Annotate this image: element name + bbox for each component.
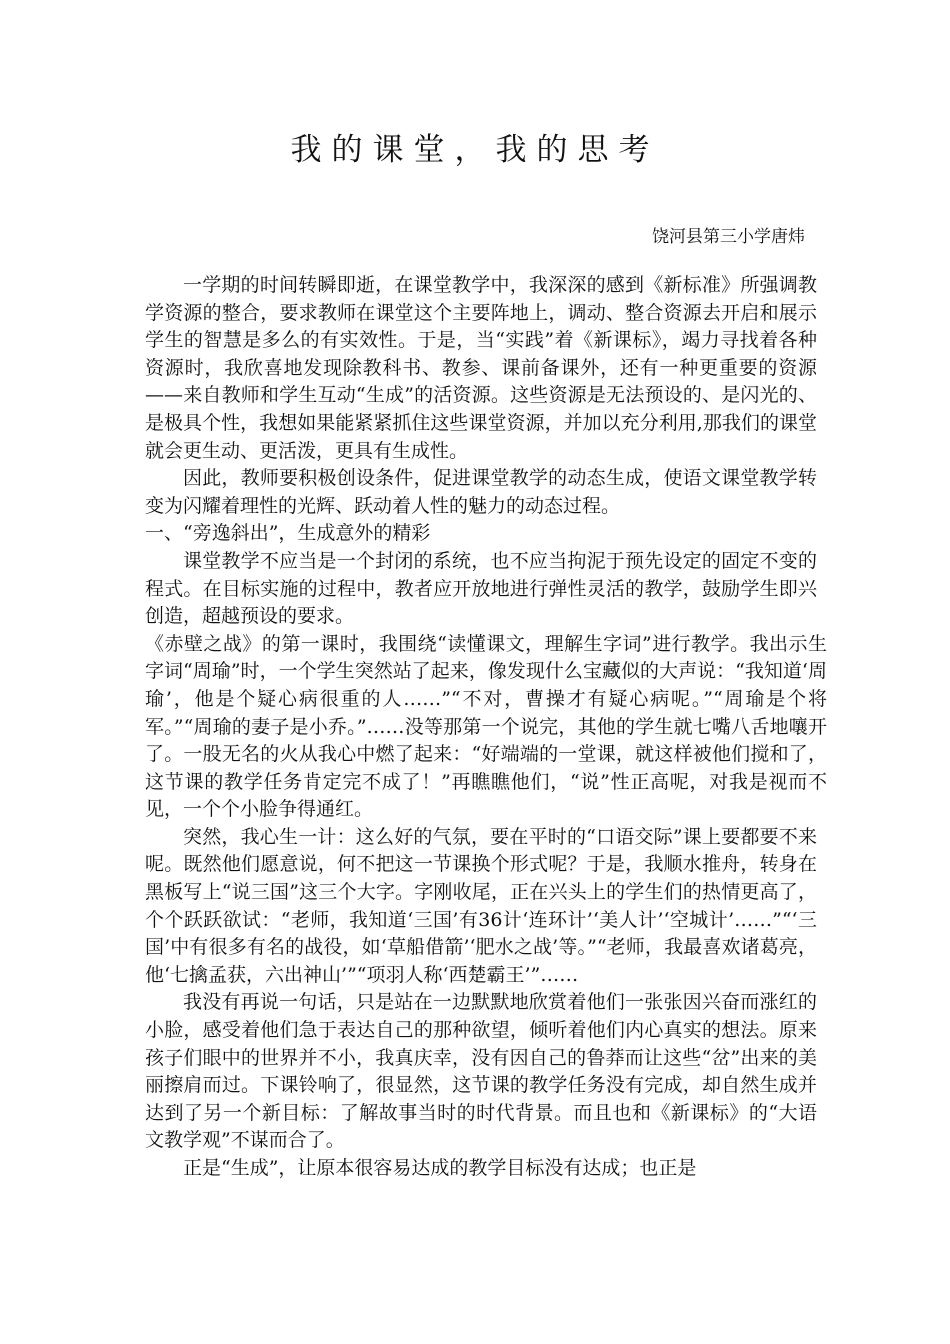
paragraph: 课堂教学不应当是一个封闭的系统，也不应当拘泥于预先设定的固定不变的程式。在目标实施的过程中，教者应开放地进行弹性灵活的教学，鼓励学生即兴创造，超越预设的要求。: [145, 549, 817, 628]
paragraph: 突然，我心生一计：这么好的气氛，要在平时的“口语交际”课上要都要不来呢。既然他们愿意说，何不把这一节课换个形式呢？于是，我顺水推舟，转身在黑板写上“说三国”这三个大字。字刚收尾，正在兴头上的学生们的热情更高了，个个跃跃欲试：“老师，我知道‘三国’有36计‘连环计’‘美人计’‘空城计’……”“‘三国’中有很多有名的战役，如‘草船借箭’‘肥水之战’等。”“老师，我最喜欢诸葛亮，他‘七擒孟获，六出神山’”“项羽人称‘西楚霸王’”……: [145, 825, 817, 986]
author-line: 饶河县第三小学唐炜: [652, 227, 805, 247]
document-title: 我的课堂，我的思考: [290, 132, 660, 168]
paragraph: 一、“旁逸斜出”，生成意外的精彩: [145, 522, 431, 545]
paragraph: 因此，教师要积极创设条件，促进课堂教学的动态生成，使语文课堂教学转变为闪耀着理性的光辉、跃动着人性的魅力的动态过程。: [145, 467, 817, 517]
document-body: [145, 272, 827, 1183]
paragraph: 正是“生成”，让原本很容易达成的教学目标没有达成；也正是: [183, 1157, 697, 1179]
paragraph: 《赤壁之战》的第一课时，我围绕“读懂课文，理解生字词”进行教学。我出示生字词“周瑜”时，一个学生突然站了起来，像发现什么宝藏似的大声说：“我知道‘周瑜’，他是个疑心病很重的人……”“不对，曹操才有疑心病呢。”“周瑜是个将军。”“周瑜的妻子是小乔。”……没等那第一个说完，其他的学生就七嘴八舌地嚷开了。一股无名的火从我心中燃了起来：“好端端的一堂课，就这样被他们搅和了，这节课的教学任务肯定完不成了！”再瞧瞧他们，“说”性正高呢，对我是视而不见，一个个小脸争得通红。: [145, 632, 827, 821]
paragraph: 我没有再说一句话，只是站在一边默默地欣赏着他们一张张因兴奋而涨红的小脸，感受着他们急于表达自己的那种欲望，倾听着他们内心真实的想法。原来孩子们眼中的世界并不小，我真庆幸，没有因自己的鲁莽而让这些“岔”出来的美丽擦肩而过。下课铃响了，很显然，这节课的教学任务没有完成，却自然生成并达到了另一个新目标：了解故事当时的时代背景。而且也和《新课标》的“大语文教学观”不谋而合了。: [145, 991, 817, 1152]
paragraph: 一学期的时间转瞬即逝，在课堂教学中，我深深的感到《新标准》所强调教学资源的整合，要求教师在课堂这个主要阵地上，调动、整合资源去开启和展示学生的智慧是多么的有实效性。于是，当“实践”着《新课标》，竭力寻找着各种资源时，我欣喜地发现除教科书、教参、课前备课外，还有一种更重要的资源——来自教师和学生互动“生成”的活资源。这些资源是无法预设的、是闪光的、是极具个性，我想如果能紧紧抓住这些课堂资源，并加以充分利用,那我们的课堂就会更生动、更活泼，更具有生成性。: [145, 274, 817, 462]
